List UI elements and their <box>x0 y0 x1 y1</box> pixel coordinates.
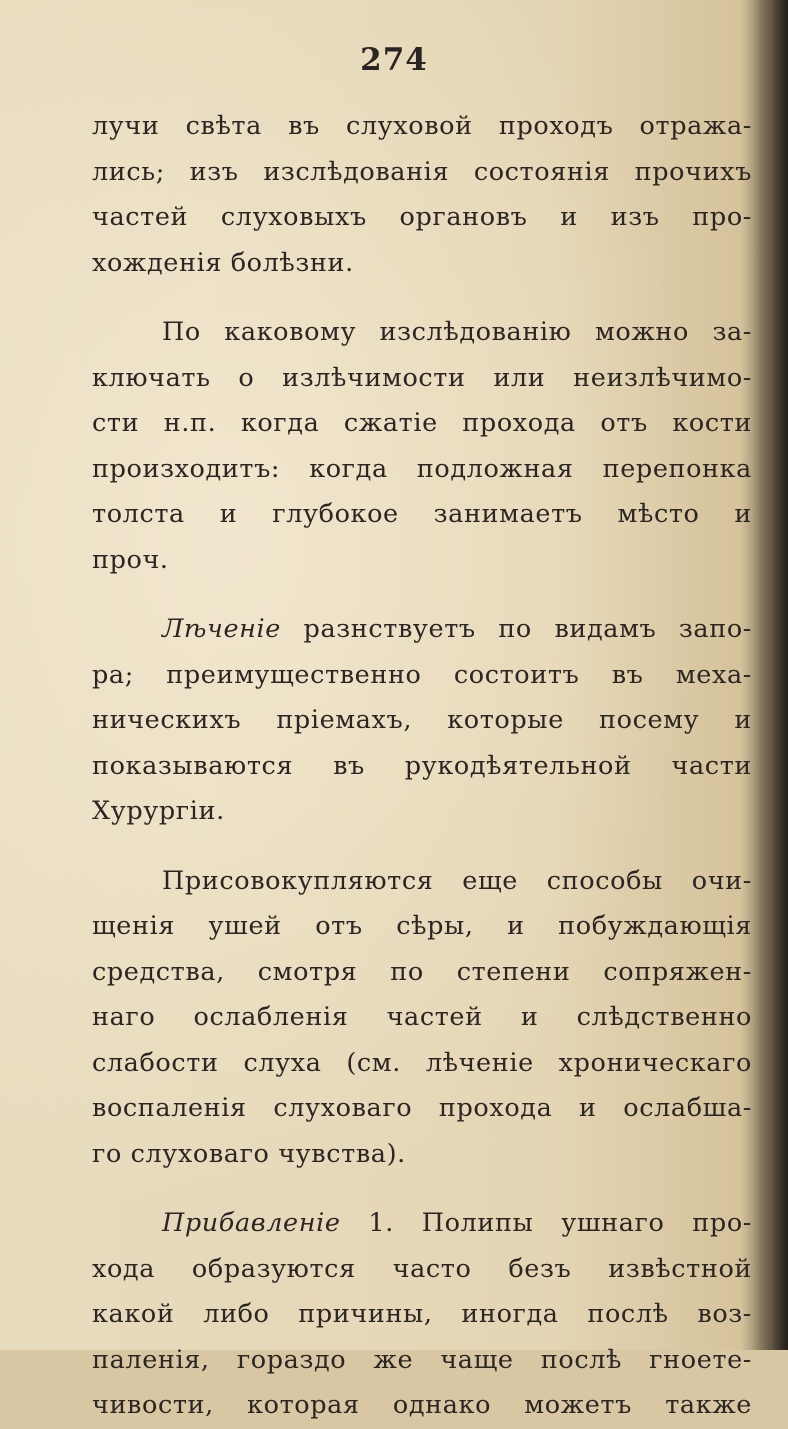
text-line: наго ослабленія частей и слѣдственно <box>92 1002 752 1032</box>
text-line: показываются въ рукодѣятельной части <box>92 750 752 781</box>
text-line: По каковому изслѣдованію можно за- <box>162 317 752 347</box>
paragraph <box>92 310 752 583</box>
paragraph-gap <box>92 583 752 607</box>
text-line: Хурургіи. <box>92 796 225 826</box>
text-line: щенія ушей отъ сѣры, и побуждающія <box>92 911 752 941</box>
paragraph <box>92 859 752 1178</box>
text-line: средства, смотря по степени сопряжен- <box>92 956 752 987</box>
text-line: какой либо причины, иногда послѣ воз- <box>92 1299 752 1329</box>
paragraph-gap <box>92 835 752 859</box>
text-span: 1. Полипы ушнаго про- <box>340 1208 752 1238</box>
page-edge-shadow <box>752 0 788 1350</box>
page-number: 274 <box>360 42 428 78</box>
text-line: ническихъ пріемахъ, которые посему и <box>92 705 752 735</box>
text-line: паленія, гораздо же чаще послѣ гноете- <box>92 1344 752 1375</box>
text-line: частей слуховыхъ органовъ и изъ про- <box>92 202 752 232</box>
italic-lead: Прибавленіе <box>162 1208 341 1238</box>
paragraph <box>92 1201 752 1429</box>
text-span: разнствуетъ по видамъ запо- <box>280 614 752 644</box>
text-line: сти н.п. когда сжатіе прохода отъ кости <box>92 408 752 438</box>
text-line: воспаленія слуховаго прохода и ослабша- <box>92 1093 752 1123</box>
paragraph <box>92 104 752 286</box>
text-line <box>92 607 752 653</box>
text-line: Присовокупляются еще способы очи- <box>162 865 752 896</box>
text-line: хожденія болѣзни. <box>92 247 354 278</box>
paragraph <box>92 607 752 835</box>
text-line <box>92 1201 752 1247</box>
text-line: го слуховаго чувства). <box>92 1138 406 1169</box>
text-line: проч. <box>92 544 169 575</box>
text-line: толста и глубокое занимаетъ мѣсто и <box>92 499 752 529</box>
text-line: слабости слуха (см. лѣченіе хроническаго <box>92 1047 752 1078</box>
text-line: ра; преимущественно состоитъ въ меха- <box>92 659 752 690</box>
italic-lead: Лѣченіе <box>162 614 281 644</box>
body-text <box>92 104 752 1429</box>
text-line: чивости, которая однако можетъ также <box>92 1390 752 1420</box>
text-line: ключать о излѣчимости или неизлѣчимо- <box>92 362 752 393</box>
paragraph-gap <box>92 1177 752 1201</box>
paragraph-gap <box>92 286 752 310</box>
text-line: произходитъ: когда подложная перепонка <box>92 453 752 484</box>
text-line: лучи свѣта въ слуховой проходъ отража- <box>92 111 752 141</box>
text-line: хода образуются часто безъ извѣстной <box>92 1253 752 1284</box>
text-line: лись; изъ изслѣдованія состоянія прочихъ <box>92 156 752 187</box>
